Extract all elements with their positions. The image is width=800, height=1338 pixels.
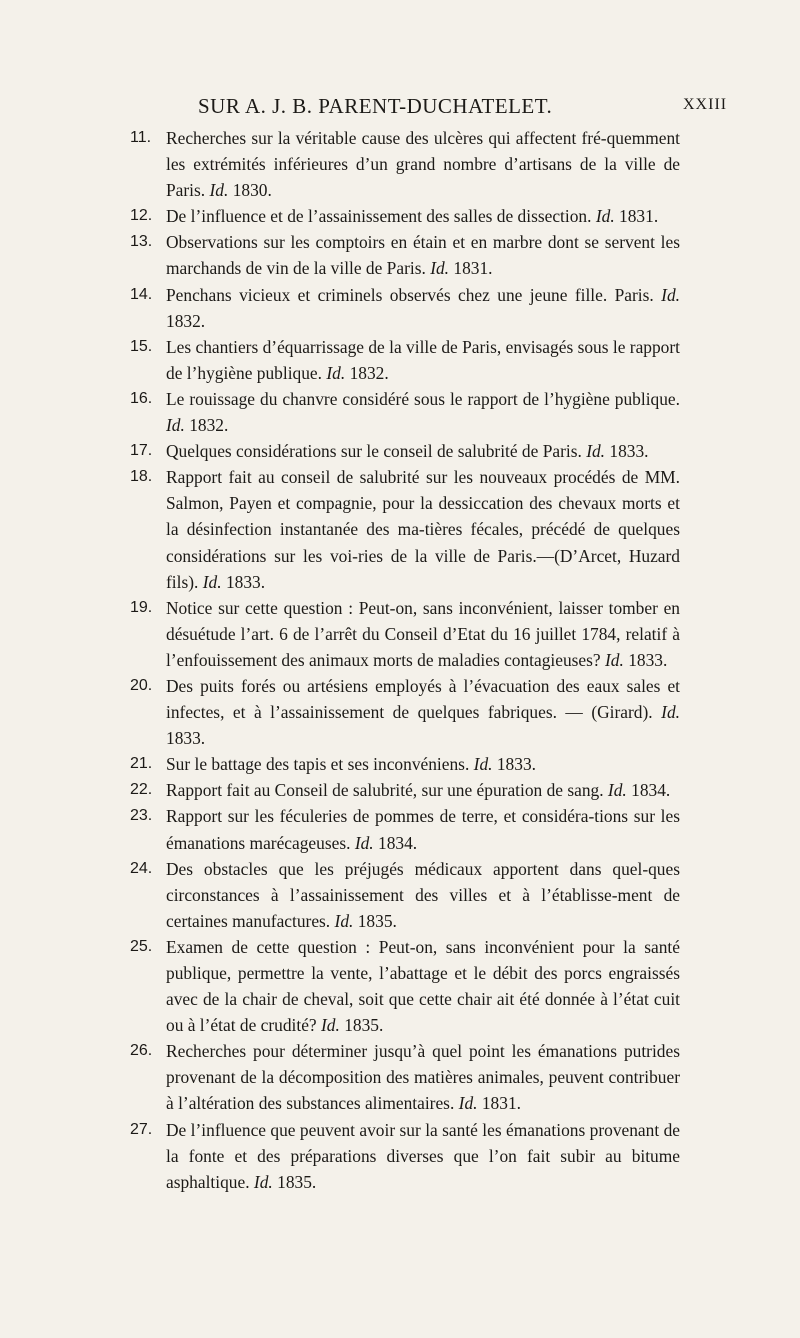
bibliography-entry [130, 125, 680, 203]
bibliography-entry [130, 229, 680, 281]
entry-text: Recherches sur la véritable cause des ulcères qui affectent fré-quemment les extrémités inférieures d’un grand nombre d’artisans de la ville de Paris. [166, 128, 680, 201]
entry-text: Rapport fait au conseil de salubrité sur les nouveaux procédés de MM. Salmon, Payen et compagnie, pour la dessiccation des chevaux morts et la désinfection instantanée des ma-tières fécales, précédé de quelques considérations sur les voi-ries de la ville de Paris.—(D’Arcet, Huzard fils). [166, 467, 680, 592]
bibliography-entry [130, 777, 680, 803]
bibliography-entry [130, 934, 680, 1038]
entry-ref: Id. [202, 571, 222, 592]
entry-year: 1833. [225, 571, 266, 592]
entry-number: 25. [130, 937, 153, 955]
bibliography-entry [130, 464, 680, 594]
entry-text: Sur le battage des tapis et ses inconvéniens. [166, 754, 470, 775]
entry-text: Penchans vicieux et criminels observés chez une jeune fille. Paris. [166, 284, 654, 305]
entry-text: De l’influence que peuvent avoir sur la santé les émanations provenant de la fonte et des préparations diverses que l’on fait subir au bitume asphaltique. [166, 1119, 680, 1192]
entry-year: 1834. [631, 780, 671, 801]
entry-ref: Id. [586, 441, 606, 462]
entry-number: 18. [130, 468, 153, 486]
entry-year: 1831. [453, 258, 493, 279]
entry-ref: Id. [661, 702, 680, 723]
entry-number: 27. [130, 1120, 153, 1138]
entry-number: 20. [130, 676, 153, 694]
running-title: SUR A. J. B. PARENT-DUCHATELET. [198, 94, 553, 118]
entry-year: 1833. [166, 728, 206, 749]
entry-year: 1832. [349, 362, 389, 383]
entry-text: Recherches pour déterminer jusqu’à quel point les émanations putrides provenant de la décomposition des matières animales, peuvent contribuer à l’altération des substances alimentaires. [166, 1041, 680, 1114]
entry-text: Les chantiers d’équarrissage de la ville de Paris, envisagés sous le rapport de l’hygiène publique. [166, 336, 680, 383]
entry-number: 11. [130, 129, 152, 146]
entry-ref: Id. [321, 1015, 340, 1036]
entry-number: 14. [130, 285, 153, 303]
entry-ref: Id. [607, 780, 627, 801]
entry-year: 1835. [277, 1171, 317, 1192]
entry-number: 24. [130, 859, 153, 877]
entry-number: 21. [130, 755, 153, 773]
bibliography-entry [130, 203, 680, 229]
entry-ref: Id. [661, 284, 680, 305]
entry-number: 23. [130, 807, 153, 825]
bibliography-entry [130, 751, 680, 777]
entry-year: 1831. [481, 1093, 521, 1114]
bibliography-entry [130, 334, 680, 386]
bibliography-entry [130, 856, 680, 934]
entry-number: 22. [130, 781, 153, 799]
entry-number: 16. [130, 389, 153, 407]
entry-number: 12. [130, 207, 153, 225]
bibliography-entry [130, 1117, 680, 1195]
entry-ref: Id. [605, 649, 624, 670]
entry-year: 1830. [232, 180, 272, 201]
entry-year: 1833. [496, 754, 536, 775]
entry-number: 15. [130, 337, 153, 355]
page-number: XXIII [683, 96, 728, 113]
entry-text: De l’influence et de l’assainissement des salles de dissection. [166, 206, 592, 227]
bibliography-entry [130, 595, 680, 673]
entry-ref: Id. [209, 180, 229, 201]
entry-text: Quelques considérations sur le conseil de salubrité de Paris. [166, 441, 582, 462]
entry-ref: Id. [473, 754, 493, 775]
bibliography-entry [130, 438, 680, 464]
bibliography-entry [130, 673, 680, 751]
entry-text: Rapport sur les féculeries de pommes de terre, et considéra-tions sur les émanations marécageuses. [166, 806, 680, 853]
entry-year: 1833. [628, 649, 668, 670]
bibliography-list [130, 125, 680, 1195]
entry-text: Le rouissage du chanvre considéré sous le rapport de l’hygiène publique. [166, 388, 680, 409]
entry-year: 1831. [619, 206, 659, 227]
entry-year: 1834. [378, 832, 418, 853]
entry-text: Notice sur cette question : Peut-on, sans inconvénient, laisser tomber en désuétude l’art. 6 de l’arrêt du Conseil d’Etat du 16 juillet 1784, relatif à l’enfouissement des animaux morts de maladies contagieuses? [166, 597, 680, 670]
entry-year: 1833. [609, 441, 649, 462]
entry-text: Observations sur les comptoirs en étain et en marbre dont se servent les marchands de vin de la ville de Paris. [166, 232, 680, 279]
entry-ref: Id. [326, 362, 346, 383]
entry-ref: Id. [430, 258, 450, 279]
entry-number: 17. [130, 442, 153, 460]
entry-year: 1835. [357, 910, 397, 931]
entry-ref: Id. [354, 832, 374, 853]
entry-ref: Id. [166, 415, 185, 436]
entry-text: Examen de cette question : Peut-on, sans inconvénient pour la santé publique, permettre la vente, l’abattage et le débit des porcs engraissés avec de la chair de cheval, soit que cette chair ait été donnée à l’état cuit ou à l’état de crudité? [166, 936, 680, 1036]
entry-year: 1832. [189, 415, 229, 436]
entry-ref: Id. [253, 1171, 273, 1192]
entry-year: 1832. [166, 310, 206, 331]
bibliography-entry [130, 282, 680, 334]
bibliography-entry [130, 1038, 680, 1116]
bibliography-entry [130, 803, 680, 855]
entry-ref: Id. [595, 206, 615, 227]
bibliography-entry [130, 386, 680, 438]
entry-number: 26. [130, 1042, 153, 1060]
entry-ref: Id. [458, 1093, 478, 1114]
entry-ref: Id. [334, 910, 354, 931]
entry-text: Des puits forés ou artésiens employés à l’évacuation des eaux sales et infectes, et à l’assainissement de quelques fabriques. — (Girard). [166, 675, 680, 723]
entry-text: Des obstacles que les préjugés médicaux apportent dans quel-ques circonstances à l’assainissement des villes et à l’établisse-ment de certaines manufactures. [166, 858, 680, 931]
entry-number: 13. [130, 233, 153, 251]
entry-text: Rapport fait au Conseil de salubrité, sur une épuration de sang. [166, 780, 604, 801]
entry-number: 19. [130, 598, 153, 616]
entry-year: 1835. [344, 1015, 384, 1036]
